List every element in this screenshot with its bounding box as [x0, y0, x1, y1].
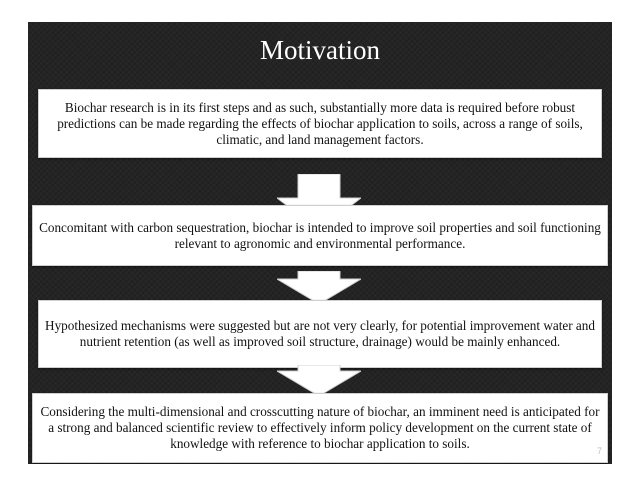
flow-step-4-text: Considering the multi-dimensional and crosscutting nature of biochar, an imminent need is anticipated for a strong and balanced scientific review to effectively inform policy development on the current state of knowledge with reference to biochar application to soils. — [40, 404, 600, 451]
slide — [28, 22, 612, 464]
flow-step-3 — [38, 300, 602, 368]
flow-step-1 — [38, 89, 602, 158]
page-number: 7 — [596, 446, 602, 456]
slide-title: Motivation — [260, 35, 380, 65]
flow-step-2 — [32, 205, 608, 266]
flow-step-4 — [32, 393, 608, 463]
flow-step-2-text: Concomitant with carbon sequestration, biochar is intended to improve soil properties and soil functioning relevant to agronomic and environmental performance. — [39, 219, 601, 251]
flow-step-1-text: Biochar research is in its first steps and as such, substantially more data is required before robust predictions can be made regarding the effects of biochar application to soils, across a range of soils, climatic, and land management factors. — [57, 99, 583, 147]
flow-step-3-text: Hypothesized mechanisms were suggested but are not very clearly, for potential improvement water and nutrient retention (as well as improved soil structure, drainage) would be mainly enhanced. — [45, 318, 595, 349]
down-arrow-icon — [277, 365, 361, 396]
